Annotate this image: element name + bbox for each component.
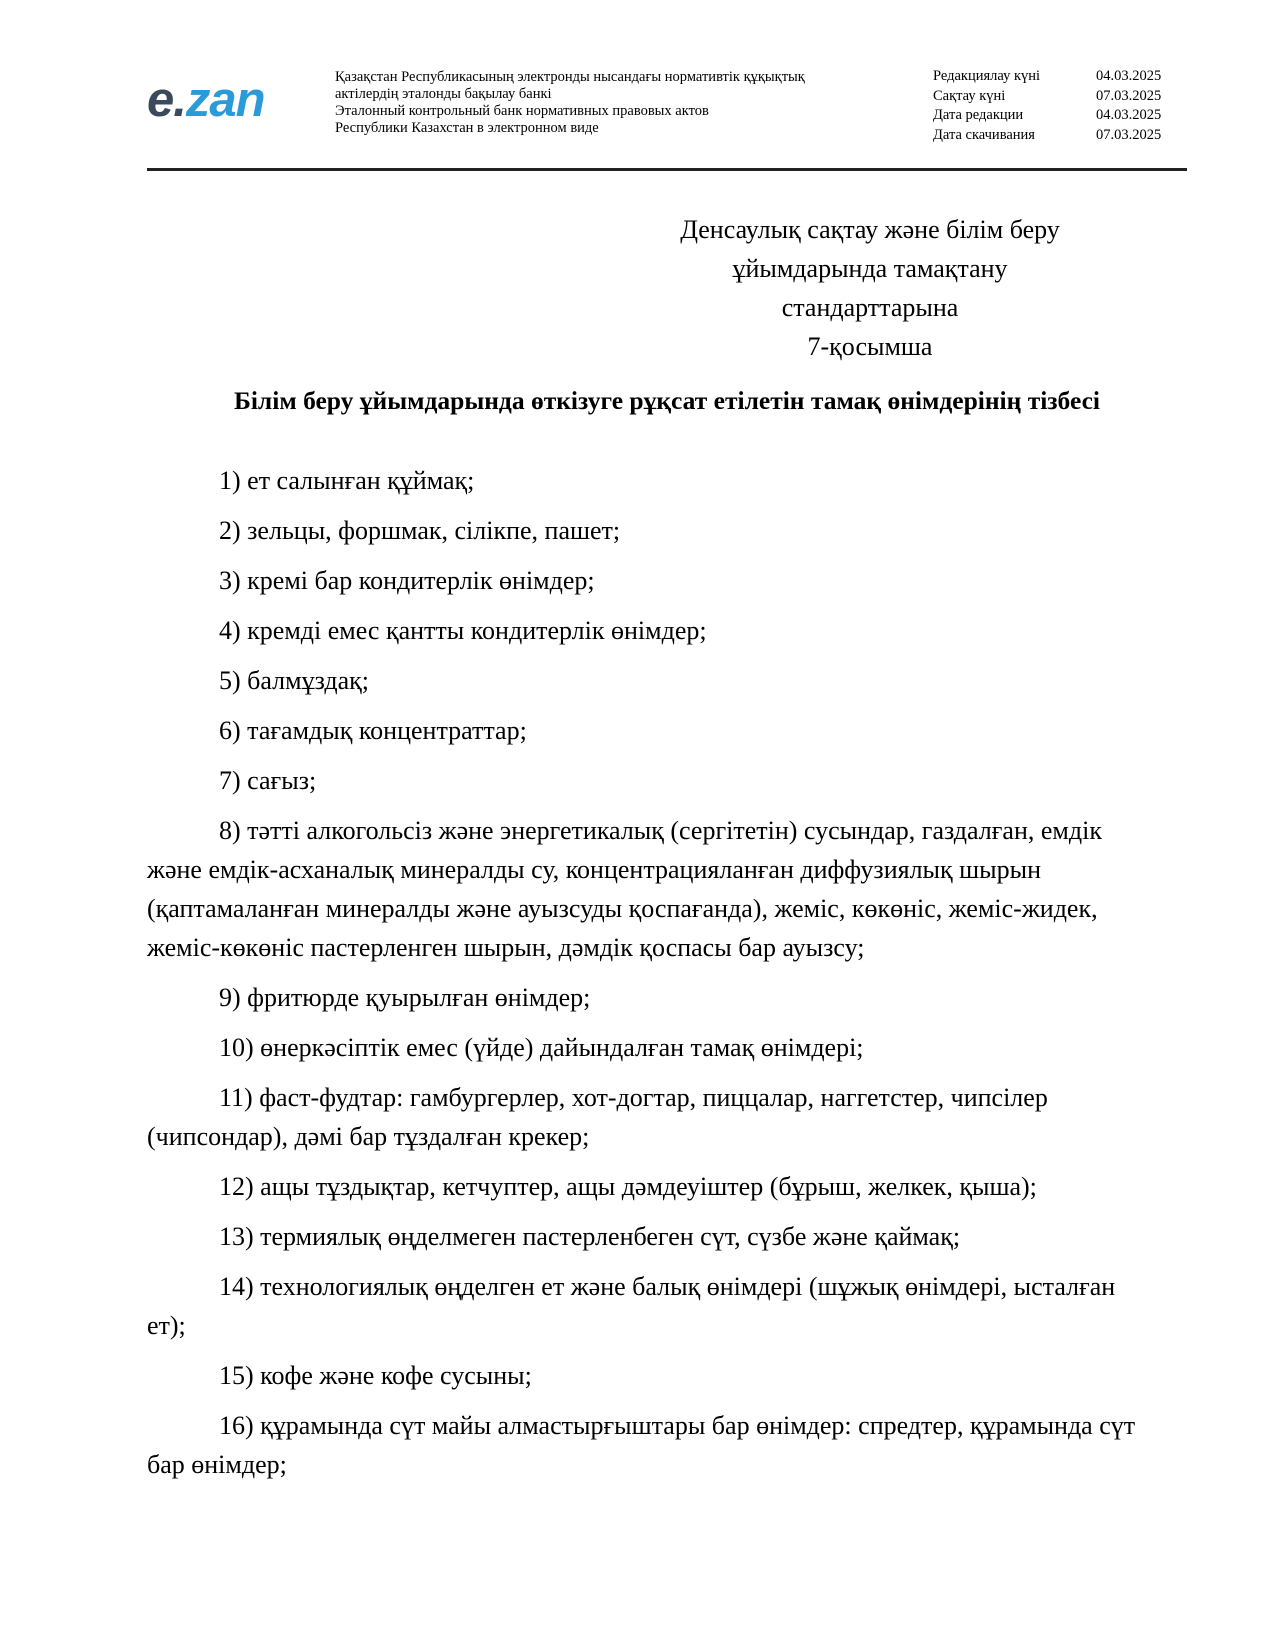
appendix-line: Денсаулық сақтау және білім беру bbox=[680, 215, 1060, 244]
list-item: 7) сағыз; bbox=[219, 766, 317, 795]
appendix-line: стандарттарына bbox=[781, 293, 959, 322]
document-header bbox=[147, 64, 1187, 164]
list-item: 5) балмұздақ; bbox=[219, 666, 370, 695]
date-label: Редакциялау күні bbox=[933, 68, 1041, 84]
bank-line: Республики Казахстан в электронном виде bbox=[335, 120, 599, 136]
list-item: 2) зельцы, форшмак, сілікпе, пашет; bbox=[219, 516, 621, 545]
bank-line: актілердің эталонды бақылау банкі bbox=[335, 86, 552, 102]
bank-description bbox=[335, 69, 895, 137]
list-item: 14) технологиялық өңделген ет және балық өнімдері (шұжық өнімдері, ысталған ет); bbox=[147, 1272, 1116, 1340]
product-list bbox=[147, 461, 1157, 1495]
date-value: 04.03.2025 bbox=[1096, 68, 1162, 84]
list-item: 16) құрамында сүт майы алмастырғыштары бар өнімдер: спредтер, құрамында сүт бар өнімдер; bbox=[147, 1411, 1136, 1479]
date-value: 07.03.2025 bbox=[1096, 87, 1162, 104]
list-item: 3) кремі бар кондитерлік өнімдер; bbox=[219, 566, 595, 595]
appendix-block bbox=[610, 210, 1130, 366]
document-title: Білім беру ұйымдарында өткізуге рұқсат етілетін тамақ өнімдерінің тізбесі bbox=[233, 386, 1101, 415]
date-label: Сақтау күні bbox=[933, 87, 1006, 104]
date-row bbox=[933, 106, 1186, 126]
list-item: 11) фаст-фудтар: гамбургерлер, хот-догтар, пиццалар, наггетстер, чипсілер (чипсондар), дәмі бар тұздалған крекер; bbox=[147, 1083, 1048, 1151]
logo-prefix: e. bbox=[147, 73, 186, 127]
list-item: 4) кремді емес қантты кондитерлік өнімдер; bbox=[219, 616, 707, 645]
date-row bbox=[933, 126, 1186, 146]
list-item: 10) өнеркәсіптік емес (үйде) дайындалған тамақ өнімдері; bbox=[219, 1033, 864, 1062]
date-row bbox=[933, 87, 1186, 107]
date-table bbox=[933, 67, 1186, 145]
date-label: Дата редакции bbox=[933, 107, 1024, 123]
date-value: 04.03.2025 bbox=[1096, 107, 1162, 123]
list-item: 6) тағамдық концентраттар; bbox=[219, 716, 527, 745]
list-item: 12) ащы тұздықтар, кетчуптер, ащы дәмдеуіштер (бұрыш, желкек, қыша); bbox=[219, 1172, 1037, 1201]
list-item: 8) тәтті алкогольсіз және энергетикалық (сергітетін) сусындар, газдалған, емдік және емдік-асханалық минералды су, концентрацияланған диффузиялық шырын (қаптамаланған минералды және ауызсуды қоспағанда), жеміс, көкөніс, жеміс-жидек, жеміс-көкөніс пастерленген шырын, дәмдік қоспасы бар ауызсу; bbox=[147, 816, 1102, 962]
date-value: 07.03.2025 bbox=[1096, 126, 1162, 143]
list-item: 13) термиялық өңделмеген пастерленбеген сүт, сүзбе және қаймақ; bbox=[219, 1222, 961, 1251]
header-divider bbox=[147, 168, 1187, 171]
appendix-line: ұйымдарында тамақтану bbox=[732, 254, 1008, 283]
date-row bbox=[933, 67, 1186, 87]
appendix-number: 7-қосымша bbox=[807, 332, 933, 361]
bank-line: Қазақстан Республикасының электронды нысандағы нормативтік құқықтық bbox=[335, 69, 805, 85]
date-label: Дата скачивания bbox=[933, 126, 1035, 143]
bank-line: Эталонный контрольный банк нормативных правовых актов bbox=[335, 103, 709, 119]
list-item: 9) фритюрде қуырылған өнімдер; bbox=[219, 983, 591, 1012]
ezan-logo bbox=[147, 73, 265, 127]
logo-name: zan bbox=[185, 73, 265, 127]
list-item: 1) ет салынған құймақ; bbox=[219, 466, 475, 495]
list-item: 15) кофе және кофе сусыны; bbox=[219, 1361, 532, 1390]
